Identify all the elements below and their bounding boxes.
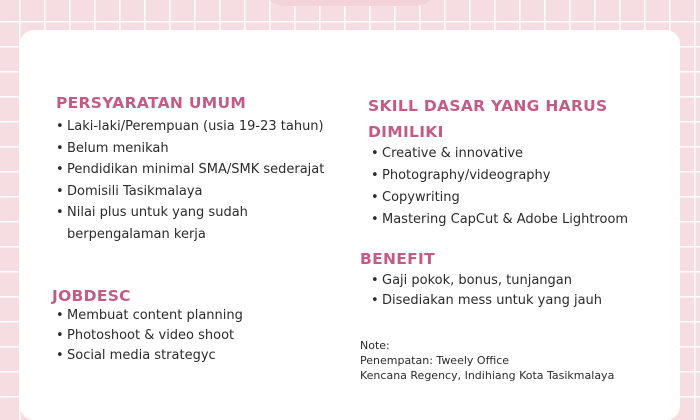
note-label: Note: xyxy=(360,339,390,352)
jobdesc-heading: JOBDESC xyxy=(52,287,131,305)
list-item: • Disediakan mess untuk yang jauh xyxy=(371,291,602,311)
requirements-section xyxy=(56,94,324,245)
requirements-list xyxy=(56,116,324,245)
list-item: • Social media strategyc xyxy=(56,346,243,366)
benefit-section xyxy=(360,250,602,311)
note-line2: Kencana Regency, Indihiang Kota Tasikmalaya xyxy=(360,369,615,382)
skills-heading xyxy=(368,93,628,145)
skills-heading-line1: SKILL DASAR YANG HARUS xyxy=(368,97,608,115)
skills-list xyxy=(371,143,628,231)
list-item: • Photoshoot & video shoot xyxy=(56,326,243,346)
list-item: • Photography/videography xyxy=(371,165,628,187)
list-item: • Pendidikan minimal SMA/SMK sederajat xyxy=(56,159,324,181)
list-item: • Creative & innovative xyxy=(371,143,628,165)
benefit-heading: BENEFIT xyxy=(360,250,435,268)
skills-heading-line2: DIMILIKI xyxy=(368,123,444,141)
list-item: • Domisili Tasikmalaya xyxy=(56,181,324,203)
jobdesc-section xyxy=(52,287,243,366)
jobdesc-list xyxy=(56,306,243,366)
list-item: • Mastering CapCut & Adobe Lightroom xyxy=(371,209,628,231)
list-item-continuation: berpengalaman kerja xyxy=(67,226,206,242)
list-item: • Belum menikah xyxy=(56,138,324,160)
list-item: • Nilai plus untuk yang sudah xyxy=(56,202,324,224)
benefit-list xyxy=(371,271,602,311)
placement-note xyxy=(360,338,614,383)
list-item: • Copywriting xyxy=(371,187,628,209)
list-item: • Membuat content planning xyxy=(56,306,243,326)
list-item: • Gaji pokok, bonus, tunjangan xyxy=(371,271,602,291)
top-decoration xyxy=(260,0,440,6)
requirements-heading: PERSYARATAN UMUM xyxy=(56,94,247,112)
list-item: • Laki-laki/Perempuan (usia 19-23 tahun) xyxy=(56,116,324,138)
skills-section xyxy=(368,93,628,231)
note-line1: Penempatan: Tweely Office xyxy=(360,354,510,367)
